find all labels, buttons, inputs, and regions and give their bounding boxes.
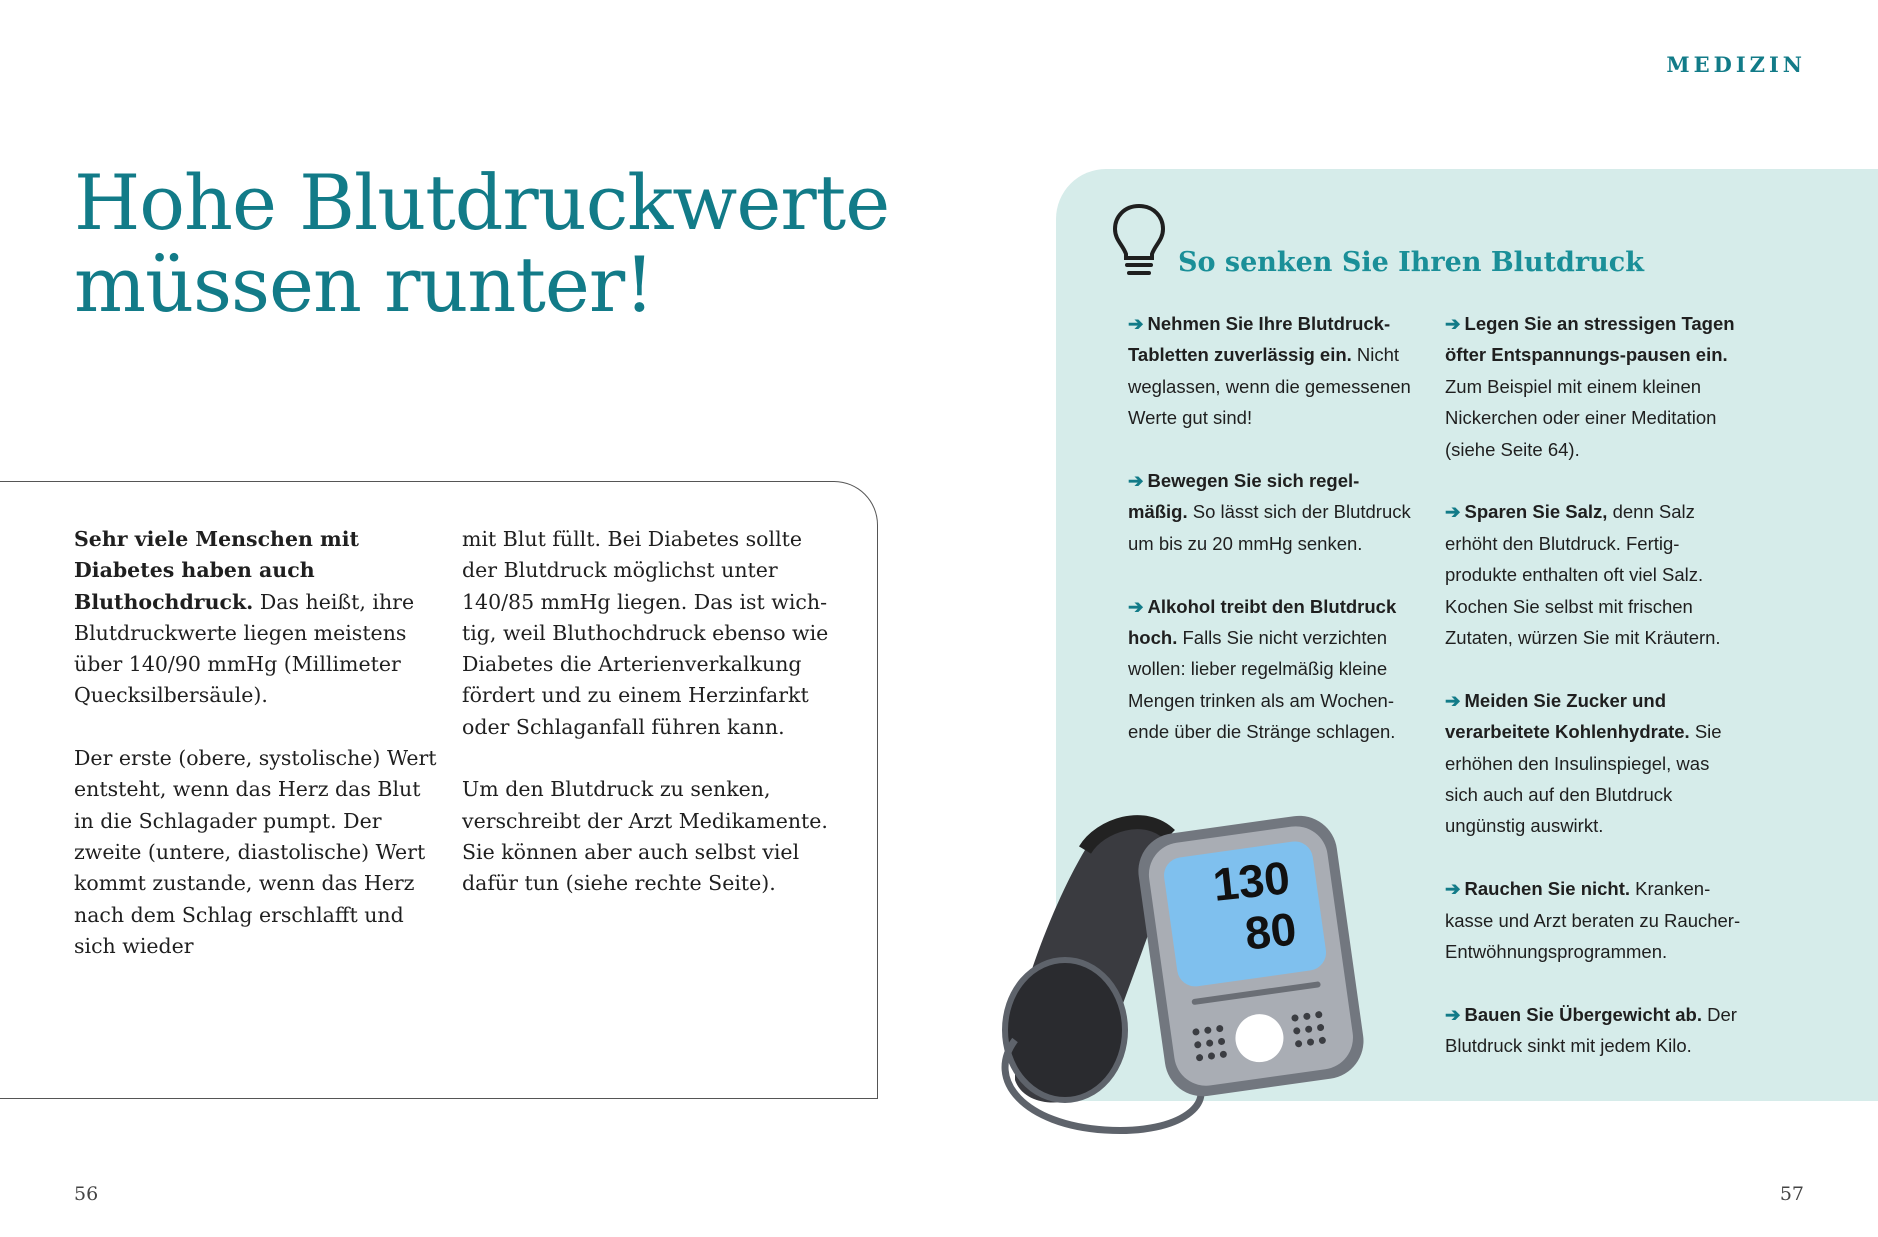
- tip-text: Zum Beispiel mit einem kleinen Nickerchen oder einer Meditation (siehe Seite 64).: [1445, 375, 1717, 460]
- tip-item: [1128, 465, 1418, 559]
- tips-column-right: [1445, 308, 1745, 1093]
- article-paragraph: mit Blut füllt. Bei Diabetes sollte der Blutdruck möglichst unter 140/85 mmHg liegen. Das ist wich-tig, weil Bluthochdruck ebenso wie Diabetes die Arterienverkalkung fördert und zu einem Herzinfarkt oder Schlaganfall führen kann.: [462, 527, 829, 739]
- tip-item: [1128, 308, 1418, 434]
- tip-text: So lässt sich der Blutdruck um bis zu 20 mmHg senken.: [1128, 501, 1411, 554]
- tip-text: Der Blutdruck sinkt mit jedem Kilo.: [1445, 1003, 1737, 1057]
- tip-lead: Meiden Sie Zucker und verarbeitete Kohlenhydrate.: [1445, 689, 1690, 743]
- tips-title: So senken Sie Ihren Blutdruck: [1178, 247, 1644, 278]
- arrow-right-icon: ➔: [1445, 501, 1461, 523]
- tip-text: Kranken-kasse und Arzt beraten zu Raucher-Entwöhnungsprogrammen.: [1445, 878, 1741, 963]
- tip-text: Falls Sie nicht verzichten wollen: lieber regelmäßig kleine Mengen trinken als am Wochen-ende über die Stränge schlagen.: [1128, 627, 1396, 743]
- blood-pressure-monitor: [985, 780, 1365, 1140]
- tip-lead: Legen Sie an stressigen Tagen öfter Entspannungs-pausen ein.: [1445, 313, 1735, 366]
- arrow-right-icon: ➔: [1445, 689, 1461, 711]
- tip-lead: Nehmen Sie Ihre Blutdruck-Tabletten zuverlässig ein.: [1128, 313, 1391, 366]
- tip-lead: Bauen Sie Übergewicht ab.: [1464, 1003, 1702, 1025]
- title-line-2: müssen runter!: [74, 240, 654, 329]
- tip-item: [1445, 685, 1745, 842]
- tip-lead: Bewegen Sie sich regel-mäßig.: [1128, 470, 1360, 523]
- tip-lead: Alkohol treibt den Blutdruck hoch.: [1128, 595, 1397, 649]
- tip-text: denn Salz erhöht den Blutdruck. Fertig-produkte enthalten oft viel Salz. Kochen Sie selbst mit frischen Zutaten, würzen Sie mit Kräutern.: [1445, 501, 1721, 649]
- section-label: MEDIZIN: [1666, 52, 1806, 77]
- diastolic-reading: 80: [1242, 902, 1299, 960]
- page-number-left: 56: [74, 1183, 99, 1205]
- tip-item: [1445, 999, 1745, 1062]
- arrow-right-icon: ➔: [1128, 313, 1144, 334]
- article-lead: Sehr viele Menschen mit Diabetes haben auch Bluthochdruck.: [74, 527, 359, 614]
- article-column-left: [74, 524, 444, 993]
- article-paragraph: Sehr viele Menschen mit Diabetes haben auch Bluthochdruck. Das heißt, ihre Blutdruckwerte liegen meistens über 140/90 mmHg (Millimeter Quecksilbersäule).: [74, 527, 415, 708]
- tip-lead: Sparen Sie Salz,: [1464, 501, 1608, 523]
- arrow-right-icon: ➔: [1445, 1003, 1461, 1025]
- tip-text: Nicht weglassen, wenn die gemessenen Werte gut sind!: [1128, 344, 1411, 429]
- page-title: [74, 158, 890, 329]
- article-paragraph: Um den Blutdruck zu senken, verschreibt der Arzt Medikamente. Sie können aber auch selbst viel dafür tun (siehe rechte Seite).: [462, 777, 828, 896]
- tip-item: [1128, 591, 1418, 748]
- tip-item: [1445, 308, 1745, 465]
- tip-item: [1445, 496, 1745, 653]
- article-paragraph: Der erste (obere, systolische) Wert entsteht, wenn das Herz das Blut in die Schlagader pumpt. Der zweite (untere, diastolische) Wert kommt zustande, wenn das Herz nach dem Schlag erschlafft und sich wieder: [74, 746, 437, 958]
- title-line-1: Hohe Blutdruckwerte: [74, 158, 890, 247]
- article-column-right: [462, 524, 832, 931]
- tip-text: Sie erhöhen den Insulinspiegel, was sich auch auf den Blutdruck ungünstig auswirkt.: [1445, 721, 1722, 837]
- systolic-reading: 130: [1210, 851, 1293, 911]
- arrow-right-icon: ➔: [1128, 595, 1144, 617]
- tips-column-left: [1128, 308, 1418, 779]
- lightbulb-icon: [1110, 202, 1168, 280]
- tip-lead: Rauchen Sie nicht.: [1464, 878, 1631, 900]
- page-number-right: 57: [1779, 1183, 1804, 1205]
- arrow-right-icon: ➔: [1128, 470, 1144, 492]
- tip-item: [1445, 873, 1745, 967]
- arrow-right-icon: ➔: [1445, 878, 1461, 900]
- arrow-right-icon: ➔: [1445, 313, 1461, 334]
